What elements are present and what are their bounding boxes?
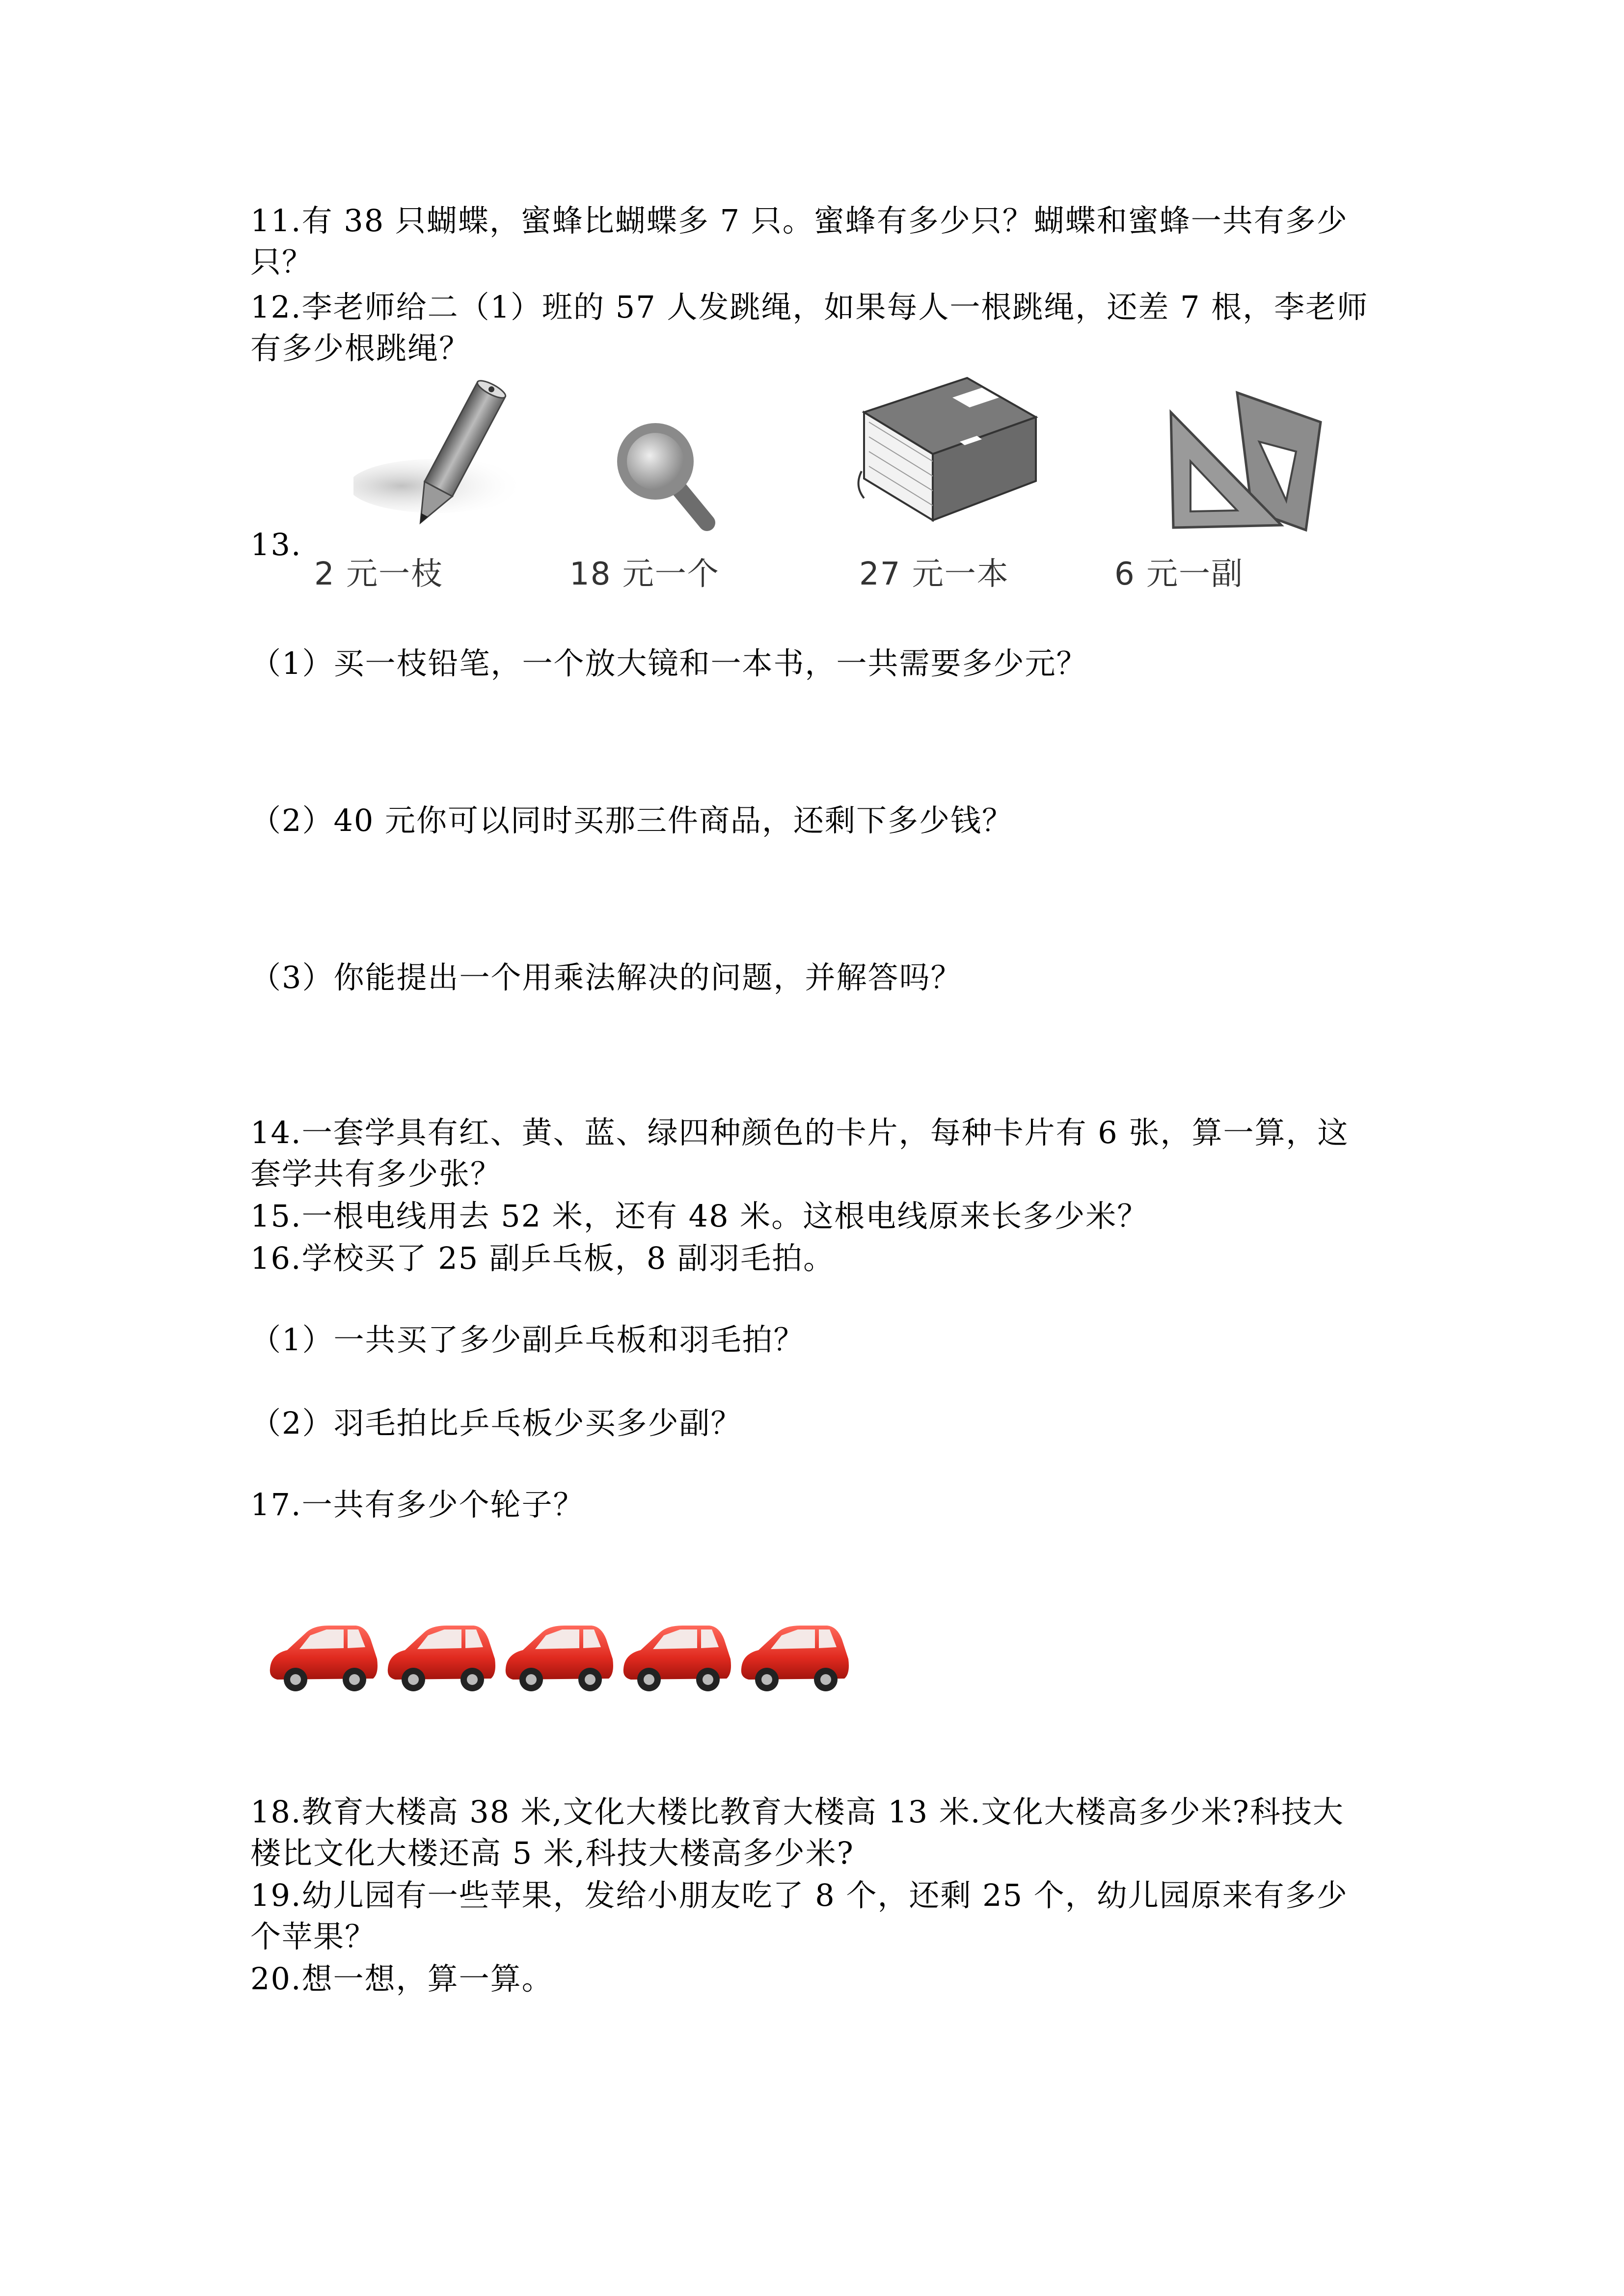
red-car-icon <box>501 1615 619 1698</box>
q17-line1: 17.一共有多少个轮子？ <box>250 1487 585 1522</box>
q16-line1: 16.学校买了 25 副乒乓板，8 副羽毛拍。 <box>250 1240 835 1276</box>
q16-sub1: （1）一共买了多少副乒乓板和羽毛拍？ <box>250 1322 805 1358</box>
q13-sub3: （3）你能提出一个用乘法解决的问题，并解答吗？ <box>250 960 962 995</box>
set-square-icon <box>1164 388 1335 537</box>
pencil-price: 2 元一枝 <box>314 556 444 592</box>
set-square-price: 6 元一副 <box>1114 556 1244 592</box>
q19-line1: 19.幼儿园有一些苹果，发给小朋友吃了 8 个，还剩 25 个，幼儿园原来有多少 <box>250 1877 1348 1913</box>
book-price: 27 元一本 <box>859 556 1009 592</box>
q13-number: 13. <box>250 527 302 562</box>
q16-sub2: （2）羽毛拍比乒乓板少买多少副？ <box>250 1405 742 1441</box>
magnifier-price: 18 元一个 <box>569 556 720 592</box>
q14-line1: 14.一套学具有红、黄、蓝、绿四种颜色的卡片，每种卡片有 6 张，算一算，这 <box>250 1115 1349 1150</box>
red-car-icon <box>265 1615 383 1698</box>
q18-line2: 楼比文化大楼还高 5 米,科技大楼高多少米? <box>250 1835 854 1871</box>
pencil-icon <box>353 373 530 537</box>
q19-line2: 个苹果？ <box>250 1919 377 1954</box>
q18-line1: 18.教育大楼高 38 米,文化大楼比教育大楼高 13 米.文化大楼高多少米?科技大 <box>250 1794 1344 1830</box>
q20-line1: 20.想一想，算一算。 <box>250 1961 553 1997</box>
q13-sub2: （2）40 元你可以同时买那三件商品，还剩下多少钱？ <box>250 802 1014 838</box>
red-car-icon <box>736 1615 854 1698</box>
q12-line2: 有多少根跳绳？ <box>250 330 471 366</box>
q12-line1: 12.李老师给二（1）班的 57 人发跳绳，如果每人一根跳绳，还差 7 根，李老师 <box>250 289 1369 325</box>
q13-sub1: （1）买一枝铅笔，一个放大镜和一本书，一共需要多少元？ <box>250 645 1088 681</box>
red-car-icon <box>619 1615 736 1698</box>
red-car-icon <box>383 1615 501 1698</box>
q15-line1: 15.一根电线用去 52 米，还有 48 米。这根电线原来长多少米？ <box>250 1198 1149 1234</box>
book-icon <box>835 373 1041 542</box>
magnifier-icon <box>609 417 727 537</box>
q11-line1: 11.有 38 只蝴蝶，蜜蜂比蝴蝶多 7 只。蜜蜂有多少只？蝴蝶和蜜蜂一共有多少 <box>250 203 1348 239</box>
q14-line2: 套学共有多少张？ <box>250 1156 502 1192</box>
q11-line2: 只？ <box>250 244 314 280</box>
